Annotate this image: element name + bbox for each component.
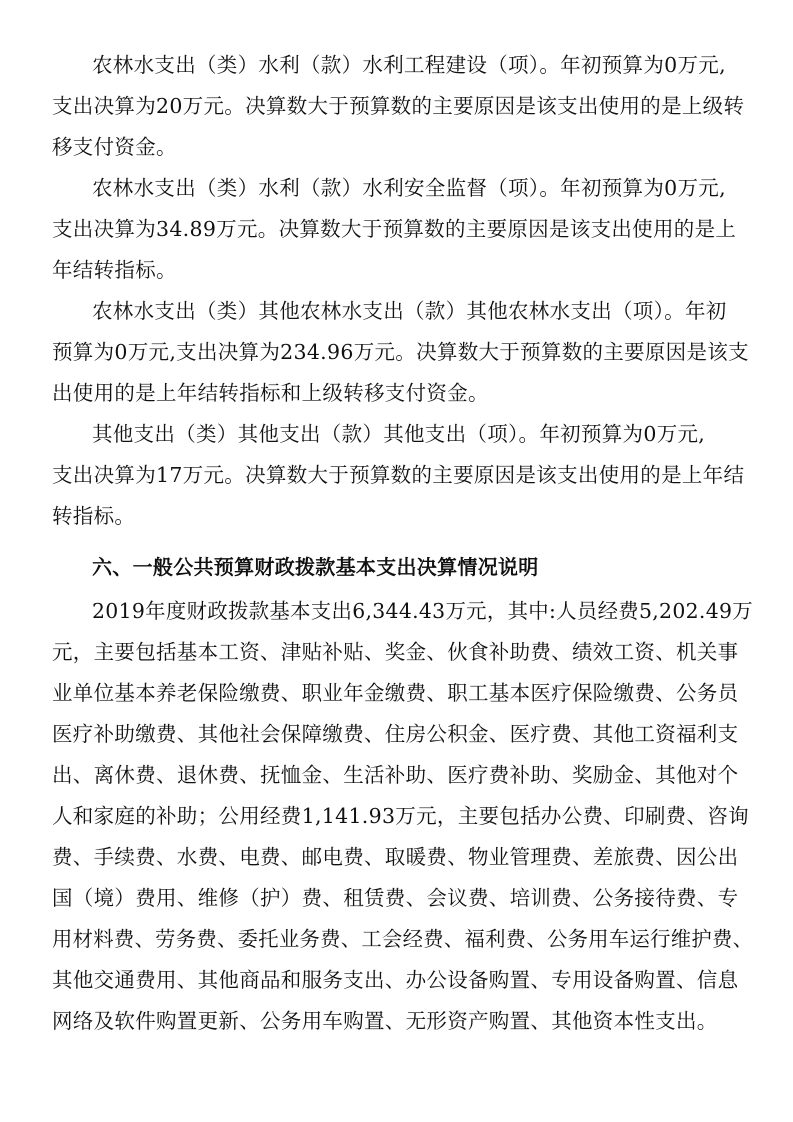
para-3-line-1: 农林水支出（类）其他农林水支出（款）其他农林水支出（项）。年初 <box>92 299 727 323</box>
para-5-line-1: 2019年度财政拨款基本支出6,344.43万元，其中:人员经费5,202.49万 <box>92 599 753 623</box>
section-heading: 六、一般公共预算财政拨款基本支出决算情况说明 <box>92 555 539 579</box>
para-5-line-4: 医疗补助缴费、其他社会保障缴费、住房公积金、医疗费、其他工资福利支 <box>52 722 739 746</box>
para-5-line-5: 出、离休费、退休费、抚恤金、生活补助、医疗费补助、奖励金、其他对个 <box>52 763 739 787</box>
para-5-line-2: 元，主要包括基本工资、津贴补贴、奖金、伙食补助费、绩效工资、机关事 <box>52 640 739 664</box>
para-5-line-6: 人和家庭的补助；公用经费1,141.93万元，主要包括办公费、印刷费、咨询 <box>52 804 749 828</box>
para-4-line-2: 支出决算为17万元。决算数大于预算数的主要原因是该支出使用的是上年结 <box>52 463 745 487</box>
para-2-line-1: 农林水支出（类）水利（款）水利安全监督（项）。年初预算为0万元, <box>92 176 726 200</box>
para-5-line-3: 业单位基本养老保险缴费、职业年金缴费、职工基本医疗保险缴费、公务员 <box>52 681 739 705</box>
para-1-line-2: 支出决算为20万元。决算数大于预算数的主要原因是该支出使用的是上级转 <box>52 94 745 118</box>
para-1-line-1: 农林水支出（类）水利（款）水利工程建设（项）。年初预算为0万元, <box>92 53 726 77</box>
para-5-line-10: 其他交通费用、其他商品和服务支出、办公设备购置、专用设备购置、信息 <box>52 968 739 992</box>
para-3-line-2: 预算为0万元,支出决算为234.96万元。决算数大于预算数的主要原因是该支 <box>52 340 749 364</box>
para-2-line-3: 年结转指标。 <box>52 258 177 282</box>
para-5-line-9: 用材料费、劳务费、委托业务费、工会经费、福利费、公务用车运行维护费、 <box>52 927 754 951</box>
para-3-line-3: 出使用的是上年结转指标和上级转移支付资金。 <box>52 381 489 405</box>
para-5-line-11: 网络及软件购置更新、公务用车购置、无形资产购置、其他资本性支出。 <box>52 1009 718 1033</box>
para-5-line-7: 费、手续费、水费、电费、邮电费、取暖费、物业管理费、差旅费、因公出 <box>52 845 739 869</box>
para-4-line-1: 其他支出（类）其他支出（款）其他支出（项）。年初预算为0万元, <box>92 422 706 446</box>
para-1-line-3: 移支付资金。 <box>52 135 177 159</box>
para-5-line-8: 国（境）费用、维修（护）费、租赁费、会议费、培训费、公务接待费、专 <box>52 886 739 910</box>
para-2-line-2: 支出决算为34.89万元。决算数大于预算数的主要原因是该支出使用的是上 <box>52 217 737 241</box>
para-4-line-3: 转指标。 <box>52 504 136 528</box>
